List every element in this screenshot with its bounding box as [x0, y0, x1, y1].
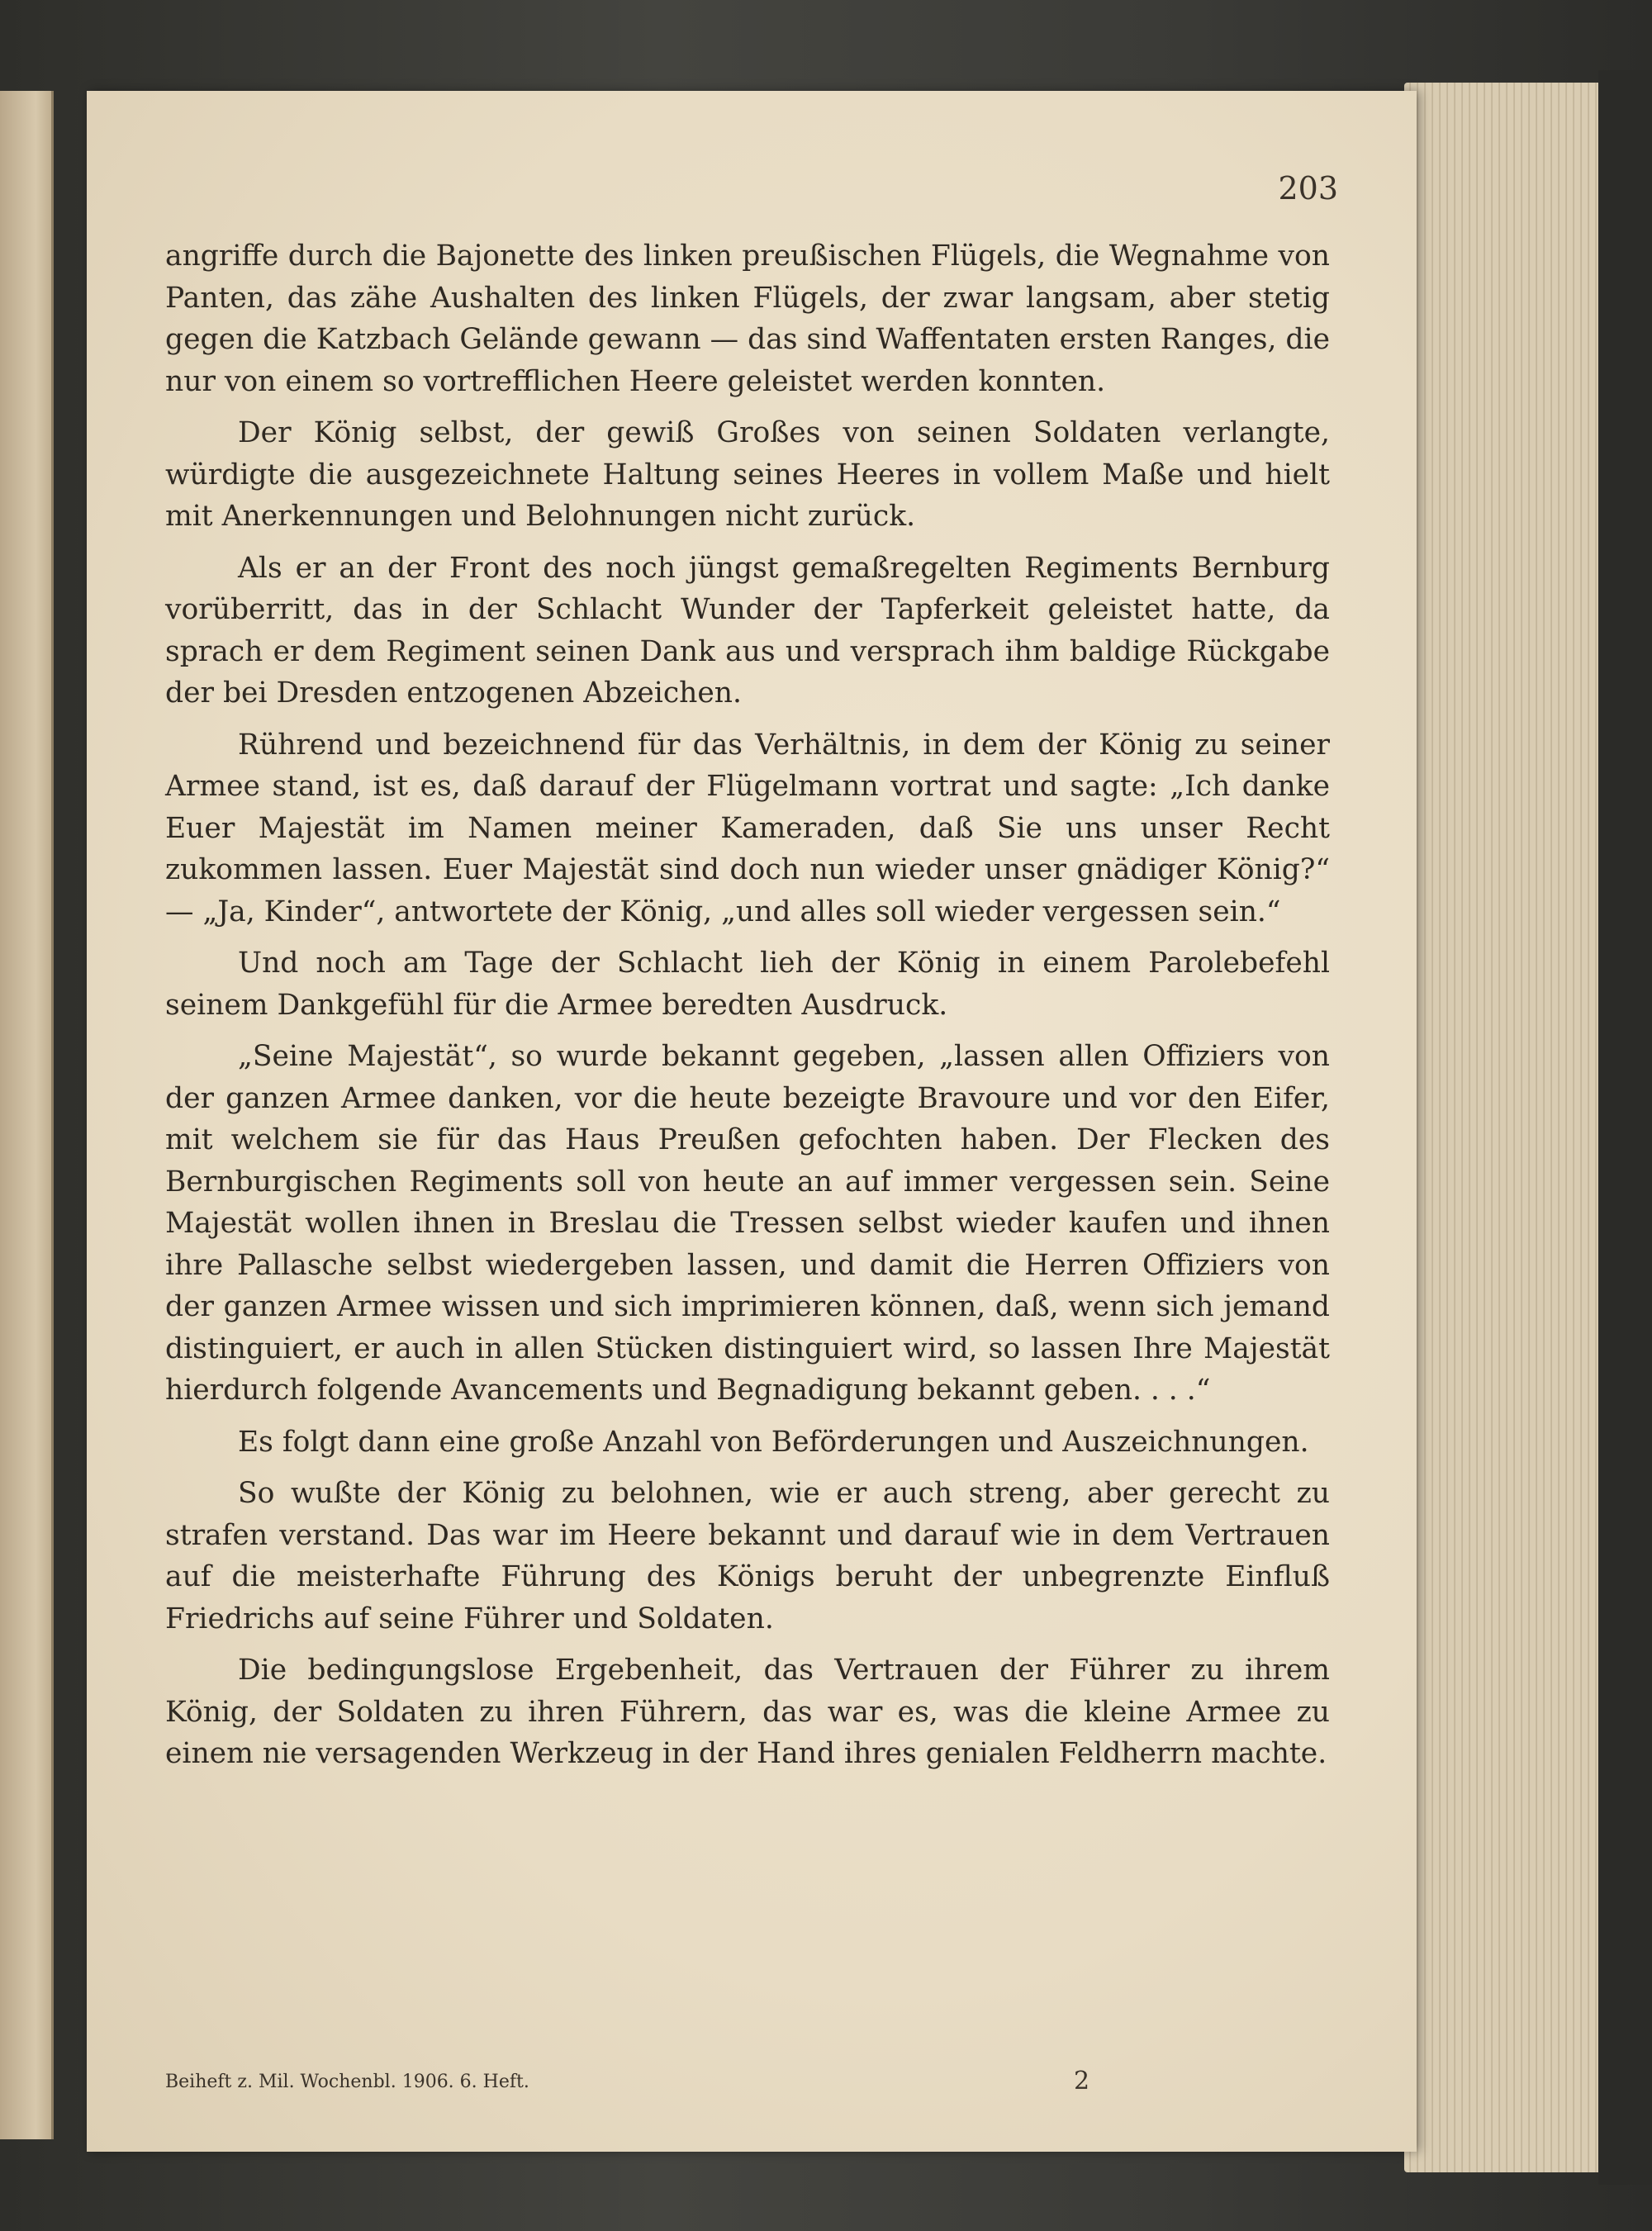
- paragraph: Als er an der Front des noch jüngst gemaßregelten Regiments Bernburg vorüberritt, das in der Schlacht Wunder der Tapferkeit geleistet hatte, da sprach er dem Regiment seinen Dank aus und versprach ihm baldige Rückgabe der bei Dresden entzogenen Abzeichen.: [165, 551, 1330, 710]
- page-number: 203: [1278, 170, 1338, 206]
- paragraph: Rührend und bezeichnend für das Verhältnis, in dem der König zu seiner Armee stand, ist es, daß darauf der Flügelmann vortrat und sagte: „Ich danke Euer Majestät im Namen meiner Kameraden, daß Sie uns unser Recht zukommen lassen. Euer Majestät sind doch nun wieder unser gnädiger König?“ — „Ja, Kinder“, antwortete der König, „und alles soll wieder vergessen sein.“: [165, 728, 1330, 928]
- signature-mark: 2: [1074, 2067, 1090, 2096]
- left-page-edge: [0, 91, 54, 2139]
- book-cover-edge: [1598, 70, 1652, 2185]
- paragraph: Es folgt dann eine große Anzahl von Beförderungen und Auszeichnungen.: [238, 1425, 1309, 1459]
- paragraph: So wußte der König zu belohnen, wie er auch streng, aber gerecht zu strafen verstand. Das war im Heere bekannt und darauf wie in dem Vertrauen auf die meisterhafte Führung des Königs beruht der unbegrenzte Einfluß Friedrichs auf seine Führer und Soldaten.: [165, 1477, 1330, 1635]
- paragraph: Die bedingungslose Ergebenheit, das Vertrauen der Führer zu ihrem König, der Soldaten zu ihren Führern, das war es, was die kleine Armee zu einem nie versagenden Werkzeug in der Hand ihres genialen Feldherrn machte.: [165, 1654, 1330, 1770]
- book-page: [87, 91, 1417, 2152]
- page-stack-edge: [1404, 83, 1627, 2172]
- paragraph: „Seine Majestät“, so wurde bekannt gegeben, „lassen allen Offiziers von der ganzen Armee danken, vor die heute bezeigte Bravoure und vor den Eifer, mit welchem sie für das Haus Preußen gefochten haben. Der Flecken des Bernburgischen Regiments soll von heute an auf immer vergessen sein. Seine Majestät wollen ihnen in Breslau die Tressen selbst wieder kaufen und ihnen ihre Pallasche selbst wiedergeben lassen, und damit die Herren Offiziers von der ganzen Armee wissen und sich imprimieren können, daß, wenn sich jemand distinguiert, er auch in allen Stücken distinguiert wird, so lassen Ihre Majestät hierdurch folgende Avancements und Begnadigung bekannt geben. . . .“: [165, 1040, 1330, 1407]
- footer-signature: Beiheft z. Mil. Wochenbl. 1906. 6. Heft.: [165, 2072, 529, 2092]
- paragraph: Der König selbst, der gewiß Großes von seinen Soldaten verlangte, würdigte die ausgezeichnete Haltung seines Heeres in vollem Maße und hielt mit Anerkennungen und Belohnungen nicht zurück.: [165, 416, 1330, 533]
- body-text: [165, 235, 1330, 1785]
- paragraph: Und noch am Tage der Schlacht lieh der König in einem Parolebefehl seinem Dankgefühl für die Armee beredten Ausdruck.: [165, 947, 1330, 1022]
- paragraph: angriffe durch die Bajonette des linken preußischen Flügels, die Wegnahme von Panten, das zähe Aushalten des linken Flügels, der zwar langsam, aber stetig gegen die Katzbach Gelände gewann — das sind Waffentaten ersten Ranges, die nur von einem so vortrefflichen Heere geleistet werden konnten.: [165, 240, 1330, 398]
